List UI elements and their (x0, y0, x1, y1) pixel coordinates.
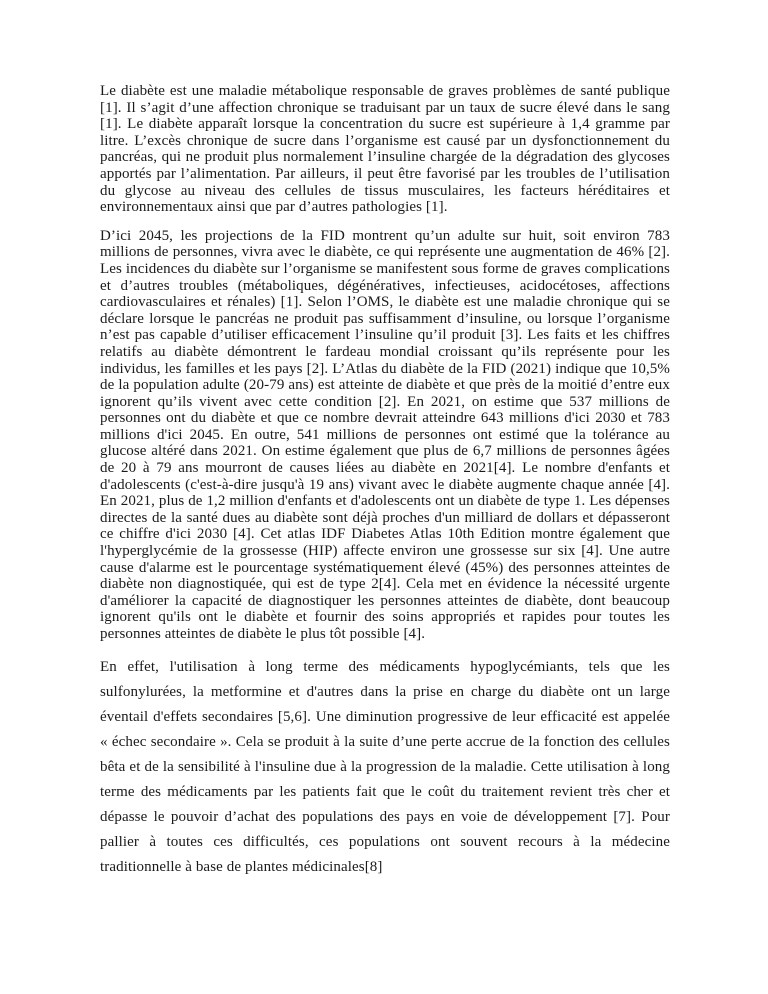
paragraph-statistics-fid-atlas: D’ici 2045, les projections de la FID montrent qu’un adulte sur huit, soit environ 783 millions de personnes, vivra avec le diabète, ce qui représente une augmentation de 46% [2]. Les incidences du diabète sur l’organisme se manifestent sous forme de graves complications et d’autres troubles (métaboliques, dégénératives, infectieuses, acidocétoses, affections cardiovasculaires et rénales) [1]. Selon l’OMS, le diabète est une maladie chronique qui se déclare lorsque le pancréas ne produit pas suffisamment d’insuline, ou lorsque l’organisme n’est pas capable d’utiliser efficacement l’insuline qu’il produit [3]. Les faits et les chiffres relatifs au diabète démontrent le fardeau mondial croissant qu’ils représente pour les individus, les familles et les pays [2]. L’Atlas du diabète de la FID (2021) indique que 10,5% de la population adulte (20-79 ans) est atteinte de diabète et que près de la moitié d’entre eux ignorent qu’ils vivent avec cette condition [2]. En 2021, on estime que 537 millions de personnes ont du diabète et que ce nombre devrait atteindre 643 millions d'ici 2030 et 783 millions d'ici 2045. En outre, 541 millions de personnes ont estimé que la tolérance au glucose altéré dans 2021. On estime également que plus de 6,7 millions de personnes âgées de 20 à 79 ans mourront de causes liées au diabète en 2021[4]. Le nombre d'enfants et d'adolescents (c'est-à-dire jusqu'à 19 ans) vivant avec le diabète augmente chaque année [4]. En 2021, plus de 1,2 million d'enfants et d'adolescents ont un diabète de type 1. Les dépenses directes de la santé dues au diabète sont déjà proches d'un milliard de dollars et dépasseront ce chiffre d'ici 2030 [4]. Cet atlas IDF Diabetes Atlas 10th Edition montre également que l'hyperglycémie de la grossesse (HIP) affecte environ une grossesse sur six [4]. Une autre cause d'alarme est le pourcentage systématiquement élevé (45%) des personnes atteintes de diabète non diagnostiquée, qui est de type 2[4]. Cela met en évidence la nécessité urgente d'améliorer la capacité de diagnostiquer les personnes atteintes de diabète, dont beaucoup ignorent qu'ils ont le diabète et fournir des soins appropriés et rapides pour toutes les personnes atteintes de diabète le plus tôt possible [4]. (100, 227, 670, 642)
paragraph-medications-side-effects: En effet, l'utilisation à long terme des médicaments hypoglycémiants, tels que les sulfonylurées, la metformine et d'autres dans la prise en charge du diabète ont un large éventail d'effets secondaires [5,6]. Une diminution progressive de leur efficacité est appelée « échec secondaire ». Cela se produit à la suite d’une perte accrue de la fonction des cellules bêta et de la sensibilité à l'insuline due à la progression de la maladie. Cette utilisation à long terme des médicaments par les patients fait que le coût du traitement revient très cher et dépasse le pouvoir d’achat des populations des pays en voie de développement [7]. Pour pallier à toutes ces difficultés, ces populations ont souvent recours à la médecine traditionnelle à base de plantes médicinales[8] (100, 658, 670, 875)
paragraph-intro-diabetes-definition: Le diabète est une maladie métabolique responsable de graves problèmes de santé publique [1]. Il s’agit d’une affection chronique se traduisant par un taux de sucre élevé dans le sang [1]. Le diabète apparaît lorsque la concentration du sucre est supérieure à 1,4 gramme par litre. L’excès chronique de sucre dans l’organisme est causé par un dysfonctionnement du pancréas, qui ne produit plus normalement l’insuline chargée de la dégradation des glycoses apportés par l’alimentation. Par ailleurs, il peut être favorisé par les troubles de l’utilisation du glycose au niveau des cellules de tissus musculaires, les facteurs héréditaires et environnementaux ainsi que par d’autres pathologies [1]. (100, 83, 670, 216)
